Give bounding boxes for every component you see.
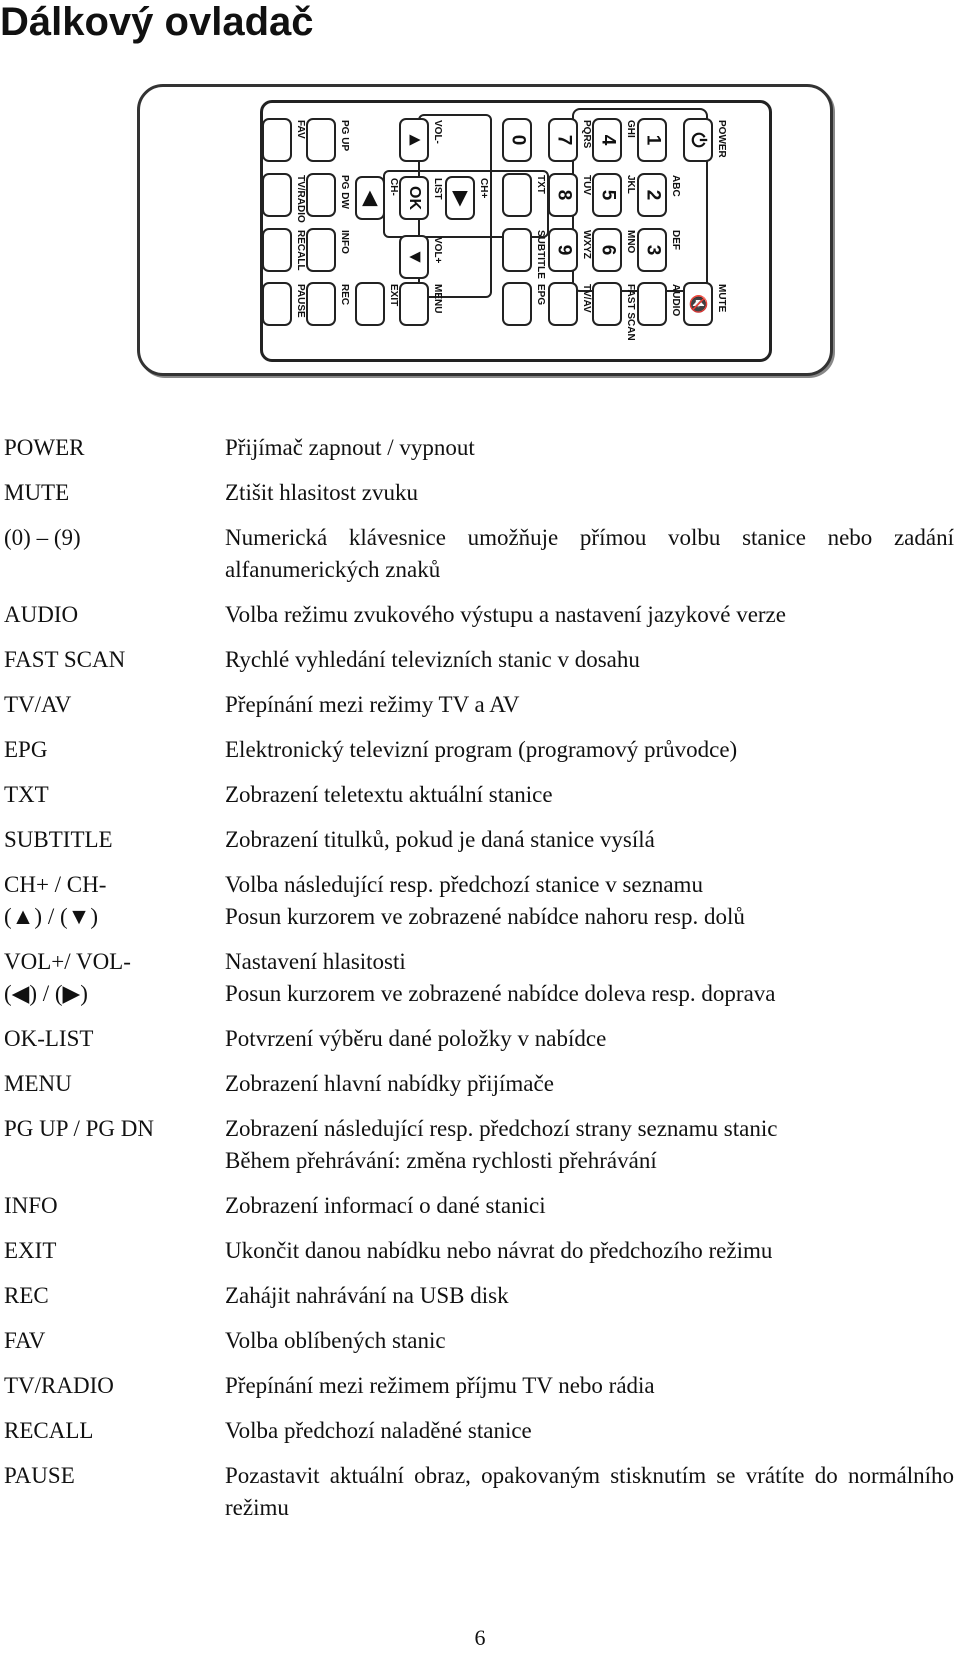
key-2-label: ABC <box>670 175 681 197</box>
function-key-name <box>0 1460 225 1524</box>
fast-scan-key-label: FAST SCAN <box>625 284 636 341</box>
ok-key <box>399 176 429 220</box>
function-description-line: Ukončit danou nabídku nebo návrat do předchozího režimu <box>225 1238 773 1263</box>
function-row <box>0 1023 960 1055</box>
key-4-label: GHI <box>625 120 636 138</box>
function-description-line: Pozastavit aktuální obraz, opakovaným stisknutím se vrátíte do normálního režimu <box>225 1463 954 1520</box>
function-key-line: SUBTITLE <box>4 827 113 852</box>
key-3-label: DEF <box>670 230 681 250</box>
function-key-name <box>0 1023 225 1055</box>
vol-plus-key <box>399 235 429 279</box>
function-description <box>225 1113 960 1177</box>
key-3 <box>637 228 667 272</box>
key-2-glyph: 2 <box>641 189 663 201</box>
key-7-glyph: 7 <box>552 134 574 146</box>
function-description-line: Přepínání mezi režimy TV a AV <box>225 692 520 717</box>
ch-minus-key <box>355 176 385 220</box>
recall-key <box>262 228 292 272</box>
function-key-line: AUDIO <box>4 602 79 627</box>
function-description <box>225 522 960 586</box>
pause-key <box>262 282 292 326</box>
function-row <box>0 432 960 464</box>
menu-key-label: MENU <box>432 284 443 314</box>
function-row <box>0 1460 960 1524</box>
pgdw-key <box>306 173 336 217</box>
function-description-line: Elektronický televizní program (programový průvodce) <box>225 737 738 762</box>
function-key-name <box>0 734 225 766</box>
ch-plus-key <box>445 176 475 220</box>
function-description <box>225 1325 960 1357</box>
mute-key-glyph: 🔇 <box>688 294 706 314</box>
function-key-line: VOL+/ VOL- <box>4 949 131 974</box>
function-row <box>0 1068 960 1100</box>
function-row <box>0 1280 960 1312</box>
function-key-name <box>0 779 225 811</box>
function-description <box>225 734 960 766</box>
key-9 <box>548 228 578 272</box>
ok-key-label: LIST <box>432 178 443 200</box>
key-1 <box>637 118 667 162</box>
function-key-line: POWER <box>4 435 85 460</box>
function-row <box>0 869 960 933</box>
function-description-line: Nastavení hlasitosti <box>225 949 406 974</box>
function-key-line: FAST SCAN <box>4 647 126 672</box>
power-key-label: POWER <box>716 120 727 158</box>
ok-key-glyph: OK <box>406 186 423 210</box>
tvav-key-label: TV/AV <box>581 284 592 313</box>
function-description <box>225 599 960 631</box>
function-key-line: EXIT <box>4 1238 57 1263</box>
function-description-line: Zobrazení hlavní nabídky přijímače <box>225 1071 554 1096</box>
txt-key <box>502 173 532 217</box>
vol-minus-key-label: VOL- <box>432 120 443 144</box>
function-key-line: CH+ / CH- <box>4 872 107 897</box>
key-8 <box>548 173 578 217</box>
function-row <box>0 522 960 586</box>
function-key-name <box>0 644 225 676</box>
function-description <box>225 644 960 676</box>
rec-key <box>306 282 336 326</box>
function-description-line: Ztišit hlasitost zvuku <box>225 480 418 505</box>
ch-minus-key-label: CH- <box>388 178 399 196</box>
function-description <box>225 1280 960 1312</box>
key-0-glyph: 0 <box>506 134 528 146</box>
function-key-line: TV/RADIO <box>4 1373 114 1398</box>
tvradio-key <box>262 173 292 217</box>
function-key-line: PAUSE <box>4 1463 75 1488</box>
function-key-name <box>0 1190 225 1222</box>
function-key-line: TXT <box>4 782 49 807</box>
pause-key-label: PAUSE <box>295 284 306 318</box>
function-key-name <box>0 1068 225 1100</box>
function-key-line: FAV <box>4 1328 46 1353</box>
menu-key <box>399 282 429 326</box>
audio-key <box>637 282 667 326</box>
function-description <box>225 1415 960 1447</box>
function-description <box>225 869 960 933</box>
function-key-name <box>0 869 225 933</box>
rec-key-label: REC <box>339 284 350 306</box>
info-key-label: INFO <box>339 230 350 254</box>
tvradio-key-label: TV/RADIO <box>295 175 306 223</box>
key-9-glyph: 9 <box>552 244 574 256</box>
key-4-glyph: 4 <box>596 134 618 146</box>
function-row <box>0 644 960 676</box>
pgup-key-label: PG UP <box>339 120 350 152</box>
pgdw-key-label: PG DW <box>339 175 350 209</box>
recall-key-label: RECALL <box>295 230 306 271</box>
function-key-line: OK-LIST <box>4 1026 94 1051</box>
page-title: Dálkový ovladač <box>0 0 314 44</box>
subtitle-key-label: SUBTITLE <box>535 230 546 279</box>
function-key-name <box>0 477 225 509</box>
function-key-name <box>0 946 225 1010</box>
function-key-line: MENU <box>4 1071 72 1096</box>
vol-minus-key <box>399 118 429 162</box>
function-row <box>0 1370 960 1402</box>
function-description-line: Posun kurzorem ve zobrazené nabídce doleva resp. doprava <box>225 981 776 1006</box>
function-row <box>0 1190 960 1222</box>
function-description-line: Rychlé vyhledání televizních stanic v dosahu <box>225 647 640 672</box>
function-description-line: Zobrazení titulků, pokud je daná stanice vysílá <box>225 827 655 852</box>
vol-plus-key-label: VOL+ <box>432 237 443 264</box>
key-7 <box>548 118 578 162</box>
function-description-line: Potvrzení výběru dané položky v nabídce <box>225 1026 607 1051</box>
subtitle-key <box>502 228 532 272</box>
page-number: 6 <box>474 1625 486 1650</box>
function-description-line: Zobrazení teletextu aktuální stanice <box>225 782 553 807</box>
function-key-line: REC <box>4 1283 49 1308</box>
function-description-line: Zahájit nahrávání na USB disk <box>225 1283 509 1308</box>
ch-minus-key-glyph: ◀ <box>359 190 381 206</box>
function-description <box>225 779 960 811</box>
function-key-line: RECALL <box>4 1418 94 1443</box>
function-key-line: (▲) / (▼) <box>4 904 99 929</box>
function-description <box>225 946 960 1010</box>
function-key-name <box>0 824 225 856</box>
function-description-line: Přijímač zapnout / vypnout <box>225 435 475 460</box>
key-8-label: TUV <box>581 175 592 195</box>
function-row <box>0 946 960 1010</box>
epg-key <box>502 282 532 326</box>
function-description <box>225 1023 960 1055</box>
ch-plus-key-glyph: ▶ <box>449 190 471 206</box>
function-description-line: Volba oblíbených stanic <box>225 1328 446 1353</box>
key-5-glyph: 5 <box>596 189 618 201</box>
function-row <box>0 1235 960 1267</box>
function-description <box>225 824 960 856</box>
key-6-glyph: 6 <box>596 244 618 256</box>
function-key-line: MUTE <box>4 480 70 505</box>
fav-key <box>262 118 292 162</box>
key-3-glyph: 3 <box>641 244 663 256</box>
power-key-glyph: ⏻ <box>688 132 709 148</box>
function-key-name <box>0 1235 225 1267</box>
fast-scan-key <box>592 282 622 326</box>
function-key-line: TV/AV <box>4 692 72 717</box>
key-0 <box>502 118 532 162</box>
function-description-line: Přepínání mezi režimem příjmu TV nebo rádia <box>225 1373 655 1398</box>
key-8-glyph: 8 <box>552 189 574 201</box>
function-row <box>0 1113 960 1177</box>
key-4 <box>592 118 622 162</box>
function-key-line: (0) – (9) <box>4 525 81 550</box>
exit-key <box>355 282 385 326</box>
fav-key-label: FAV <box>295 120 306 139</box>
txt-key-label: TXT <box>535 175 546 194</box>
function-key-name <box>0 432 225 464</box>
function-description <box>225 1235 960 1267</box>
function-key-name <box>0 1325 225 1357</box>
function-key-line: EPG <box>4 737 48 762</box>
function-key-name <box>0 599 225 631</box>
power-key <box>683 118 713 162</box>
function-description <box>225 1068 960 1100</box>
function-key-name <box>0 1113 225 1177</box>
function-row <box>0 779 960 811</box>
function-key-name <box>0 1415 225 1447</box>
ch-plus-key-label: CH+ <box>478 178 489 199</box>
function-description <box>225 689 960 721</box>
function-description-line: Numerická klávesnice umožňuje přímou volbu stanice nebo zadání alfanumerických znaků <box>225 525 954 582</box>
vol-minus-key-glyph: ▲ <box>404 130 425 150</box>
key-5 <box>592 173 622 217</box>
function-description-line: Volba předchozí naladěné stanice <box>225 1418 532 1443</box>
function-description <box>225 432 960 464</box>
mute-key <box>683 282 713 326</box>
function-key-line: (◀) / (▶) <box>4 981 88 1006</box>
function-row <box>0 824 960 856</box>
function-description <box>225 1190 960 1222</box>
function-description-line: Volba režimu zvukového výstupu a nastavení jazykové verze <box>225 602 786 627</box>
function-description-line: Zobrazení následující resp. předchozí strany seznamu stanic <box>225 1116 778 1141</box>
key-2 <box>637 173 667 217</box>
function-row <box>0 1325 960 1357</box>
key-5-label: JKL <box>625 175 636 194</box>
epg-key-label: EPG <box>535 284 546 306</box>
function-description-line: Volba následující resp. předchozí stanice v seznamu <box>225 872 703 897</box>
key-6-label: MNO <box>625 230 636 254</box>
key-9-label: WXYZ <box>581 230 592 259</box>
function-row <box>0 734 960 766</box>
audio-key-label: AUDIO <box>670 284 681 317</box>
vol-plus-key-glyph: ▼ <box>404 247 425 267</box>
function-row <box>0 477 960 509</box>
key-7-label: PQRS <box>581 120 592 149</box>
function-row <box>0 689 960 721</box>
exit-key-label: EXIT <box>388 284 399 307</box>
function-key-line: INFO <box>4 1193 58 1218</box>
function-list <box>0 432 960 1537</box>
key-1-glyph: 1 <box>641 134 663 146</box>
function-description <box>225 477 960 509</box>
function-description-line: Zobrazení informací o dané stanici <box>225 1193 546 1218</box>
function-row <box>0 1415 960 1447</box>
mute-key-label: MUTE <box>716 284 727 313</box>
function-key-name <box>0 522 225 586</box>
function-key-name <box>0 1280 225 1312</box>
function-description <box>225 1370 960 1402</box>
tvav-key <box>548 282 578 326</box>
function-description-line: Během přehrávání: změna rychlosti přehrávání <box>225 1148 657 1173</box>
pgup-key <box>306 118 336 162</box>
info-key <box>306 228 336 272</box>
function-key-line: PG UP / PG DN <box>4 1116 154 1141</box>
function-description-line: Posun kurzorem ve zobrazené nabídce nahoru resp. dolů <box>225 904 745 929</box>
function-key-name <box>0 689 225 721</box>
function-row <box>0 599 960 631</box>
function-description <box>225 1460 960 1524</box>
key-6 <box>592 228 622 272</box>
function-key-name <box>0 1370 225 1402</box>
